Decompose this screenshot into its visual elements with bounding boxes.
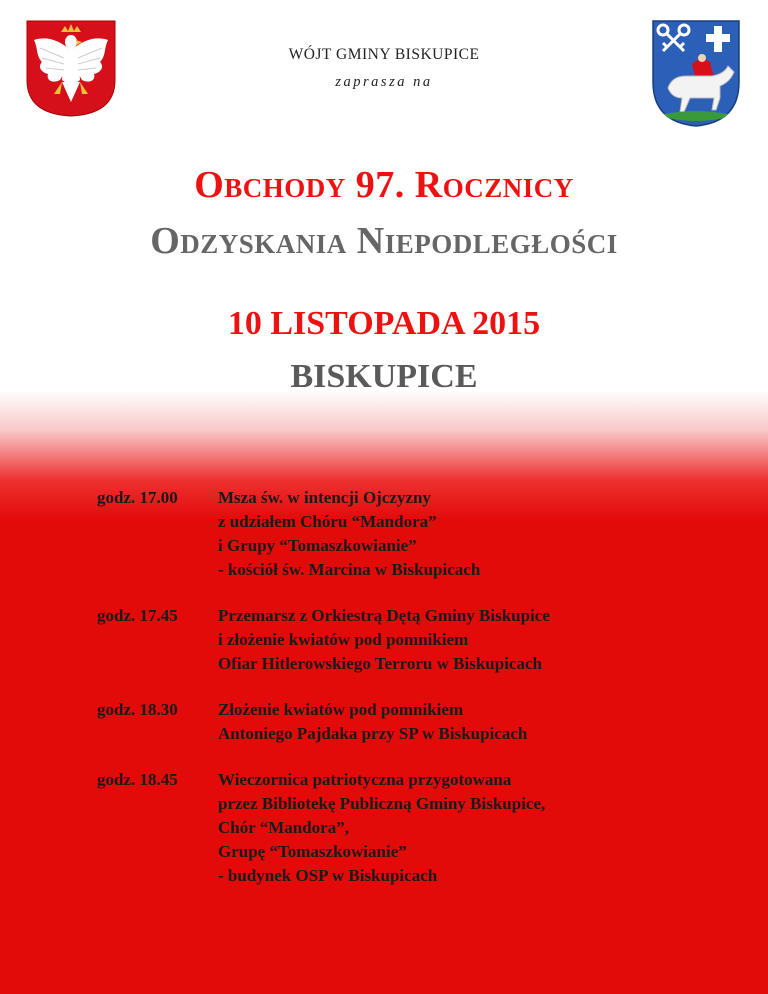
polish-eagle-emblem bbox=[24, 18, 118, 118]
biskupice-coat-of-arms bbox=[650, 18, 742, 128]
schedule-line: Wieczornica patriotyczna przygotowana bbox=[218, 770, 512, 789]
schedule-line: z udziałem Chóru “Mandora” bbox=[218, 512, 437, 531]
schedule-time: godz. 17.00 bbox=[97, 488, 178, 507]
schedule-time: godz. 18.45 bbox=[97, 770, 178, 789]
schedule-line: Ofiar Hitlerowskiego Terroru w Biskupicach bbox=[218, 654, 542, 673]
schedule-line: Antoniego Pajdaka przy SP w Biskupicach bbox=[218, 724, 528, 743]
schedule-line: Grupę “Tomaszkowianie” bbox=[218, 842, 407, 861]
schedule-line: i złożenie kwiatów pod pomnikiem bbox=[218, 630, 469, 649]
schedule-item bbox=[97, 698, 717, 746]
schedule-line: przez Bibliotekę Publiczną Gminy Biskupice, bbox=[218, 794, 546, 813]
schedule-time: godz. 17.45 bbox=[97, 606, 178, 625]
event-place: BISKUPICE bbox=[290, 358, 478, 395]
schedule-item bbox=[97, 486, 717, 582]
schedule-line: - budynek OSP w Biskupicach bbox=[218, 866, 438, 885]
schedule-line: i Grupy “Tomaszkowianie” bbox=[218, 536, 417, 555]
event-date: 10 LISTOPADA 2015 bbox=[227, 305, 541, 342]
title-line-2: Odzyskania Niepodległości bbox=[150, 220, 618, 262]
title-line-1: Obchody 97. Rocznicy bbox=[194, 164, 574, 206]
schedule bbox=[97, 486, 717, 910]
schedule-line: Przemarsz z Orkiestrą Dętą Gminy Biskupice bbox=[218, 606, 550, 625]
schedule-line: Złożenie kwiatów pod pomnikiem bbox=[218, 700, 464, 719]
schedule-line: Chór “Mandora”, bbox=[218, 818, 349, 837]
invites-text: zaprasza na bbox=[335, 74, 433, 90]
schedule-item bbox=[97, 604, 717, 676]
schedule-line: - kościół św. Marcina w Biskupicach bbox=[218, 560, 481, 579]
schedule-line: Msza św. w intencji Ojczyzny bbox=[218, 488, 431, 507]
schedule-time: godz. 18.30 bbox=[97, 700, 178, 719]
inviter-title: WÓJT GMINY BISKUPICE bbox=[288, 46, 480, 63]
schedule-item bbox=[97, 768, 717, 888]
